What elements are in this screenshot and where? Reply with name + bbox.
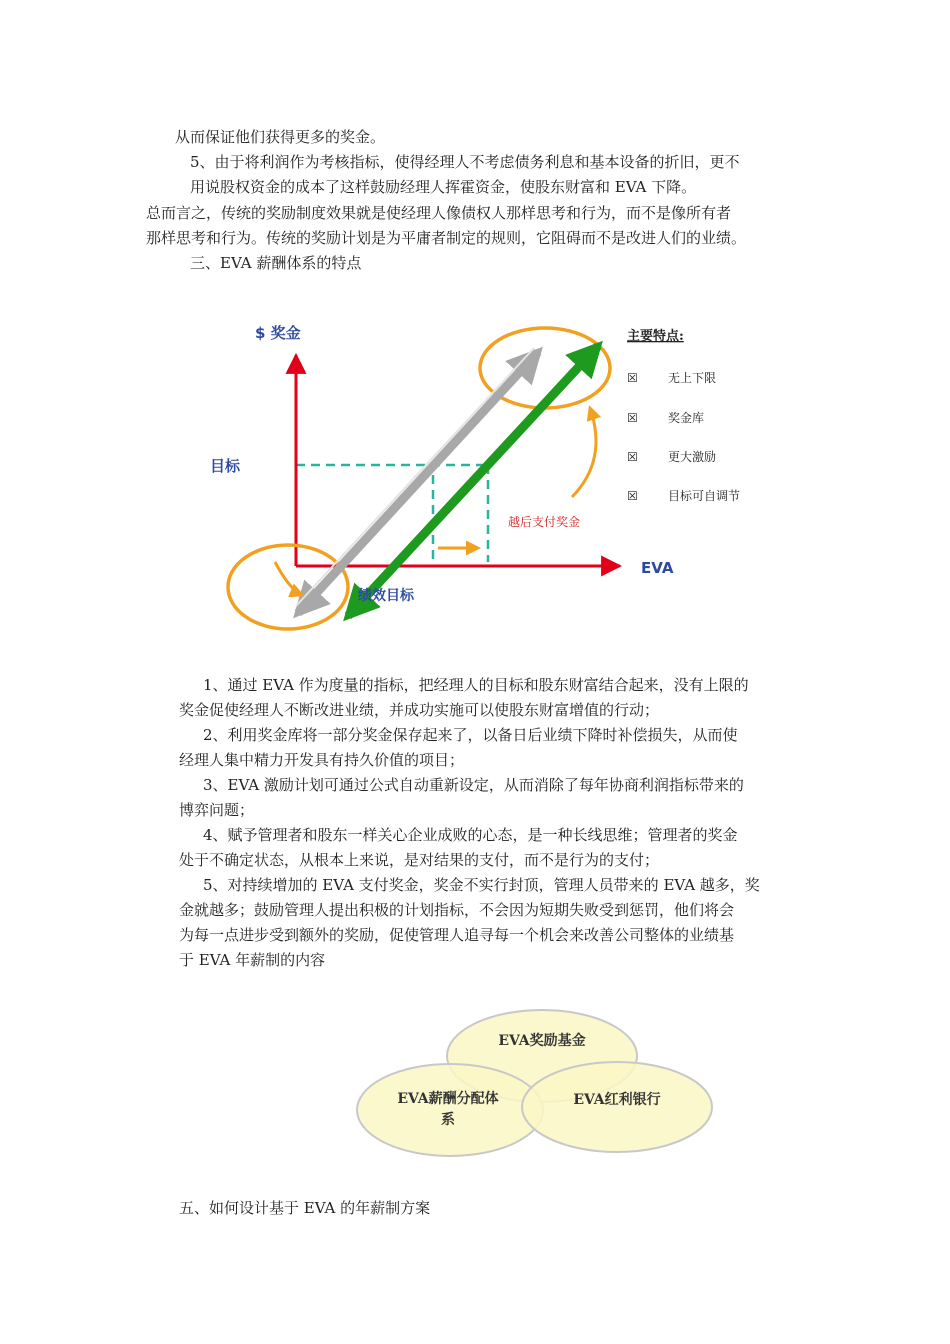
- list-item-line: 为每一点进步受到额外的奖励，促使管理人追寻每一个机会来改善公司整体的业绩基: [179, 926, 735, 944]
- x-axis-label: EVA: [641, 559, 674, 577]
- eva-bonus-diagram: [200, 300, 760, 640]
- key-point: 无上下限: [668, 371, 717, 385]
- section-heading: 三、EVA 薪酬体系的特点: [190, 254, 362, 272]
- deferred-bonus-label: 越后支付奖金: [508, 515, 581, 529]
- list-item-line: 2、利用奖金库将一部分奖金保存起来了，以备日后业绩下降时补偿损失，从而使: [203, 726, 738, 744]
- list-item-line: 3、EVA 激励计划可通过公式自动重新设定，从而消除了每年协商利润指标带来的: [203, 776, 744, 794]
- checkbox-icon: ☒: [627, 489, 638, 503]
- venn-label-top: EVA奖励基金: [498, 1033, 586, 1049]
- checkbox-icon: ☒: [627, 371, 638, 385]
- list-item-line: 处于不确定状态，从根本上来说，是对结果的支付，而不是行为的支付；: [179, 851, 660, 869]
- list-item-line: 金就越多；鼓励管理人提出积极的计划指标，不会因为短期失败受到惩罚，他们将会: [179, 901, 735, 919]
- venn-label-left-1: EVA薪酬分配体: [397, 1091, 499, 1107]
- checkbox-icon: ☒: [627, 450, 638, 464]
- paragraph-line: 总而言之，传统的奖励制度效果就是使经理人像债权人那样思考和行为，而不是像所有者: [146, 204, 732, 222]
- target-label: 目标: [210, 457, 241, 475]
- paragraph-line: 那样思考和行为。传统的奖励计划是为平庸者制定的规则，它阻碍而不是改进人们的业绩。: [146, 229, 747, 247]
- key-point: 更大激励: [668, 450, 717, 464]
- venn-label-right: EVA红利银行: [573, 1092, 661, 1108]
- key-points-title: 主要特点:: [627, 329, 684, 344]
- list-item-line: 1、通过 EVA 作为度量的指标，把经理人的目标和股东财富结合起来，没有上限的: [203, 676, 749, 694]
- checkbox-icon: ☒: [627, 411, 638, 425]
- list-item-line: 经理人集中精力开发具有持久价值的项目；: [179, 751, 465, 769]
- section-heading: 五、如何设计基于 EVA 的年薪制方案: [179, 1199, 431, 1217]
- bonus-bank-circle-bottom: [228, 545, 348, 629]
- y-axis-label: $ 奖金: [255, 324, 301, 342]
- key-point: 目标可自调节: [668, 489, 741, 503]
- venn-circle-left: [357, 1064, 543, 1156]
- list-item-line: 于 EVA 年薪制的内容: [179, 951, 326, 969]
- orange-return-arrow: [572, 408, 596, 497]
- gray-arrow: [298, 352, 538, 613]
- venn-label-left-2: 系: [441, 1112, 455, 1128]
- list-item-line: 4、赋予管理者和股东一样关心企业成败的心态，是一种长线思维；管理者的奖金: [203, 826, 738, 844]
- green-arrow: [348, 346, 598, 616]
- list-item-line: 博弈问题；: [179, 801, 255, 819]
- performance-target-label: 绩效目标: [358, 588, 414, 604]
- paragraph-line: 用说股权资金的成本了这样鼓励经理人挥霍资金，使股东财富和 EVA 下降。: [190, 178, 697, 196]
- list-item-line: 奖金促使经理人不断改进业绩，并成功实施可以使股东财富增值的行动；: [179, 701, 660, 719]
- key-points-list: [627, 370, 740, 503]
- key-point: 奖金库: [668, 411, 705, 425]
- eva-venn-diagram: [350, 1000, 720, 1160]
- paragraph-line: 从而保证他们获得更多的奖金。: [175, 128, 386, 146]
- list-item-line: 5、对持续增加的 EVA 支付奖金，奖金不实行封顶，管理人员带来的 EVA 越多，奖: [203, 876, 760, 894]
- paragraph-line: 5、由于将利润作为考核指标，使得经理人不考虑债务利息和基本设备的折旧，更不: [190, 153, 740, 171]
